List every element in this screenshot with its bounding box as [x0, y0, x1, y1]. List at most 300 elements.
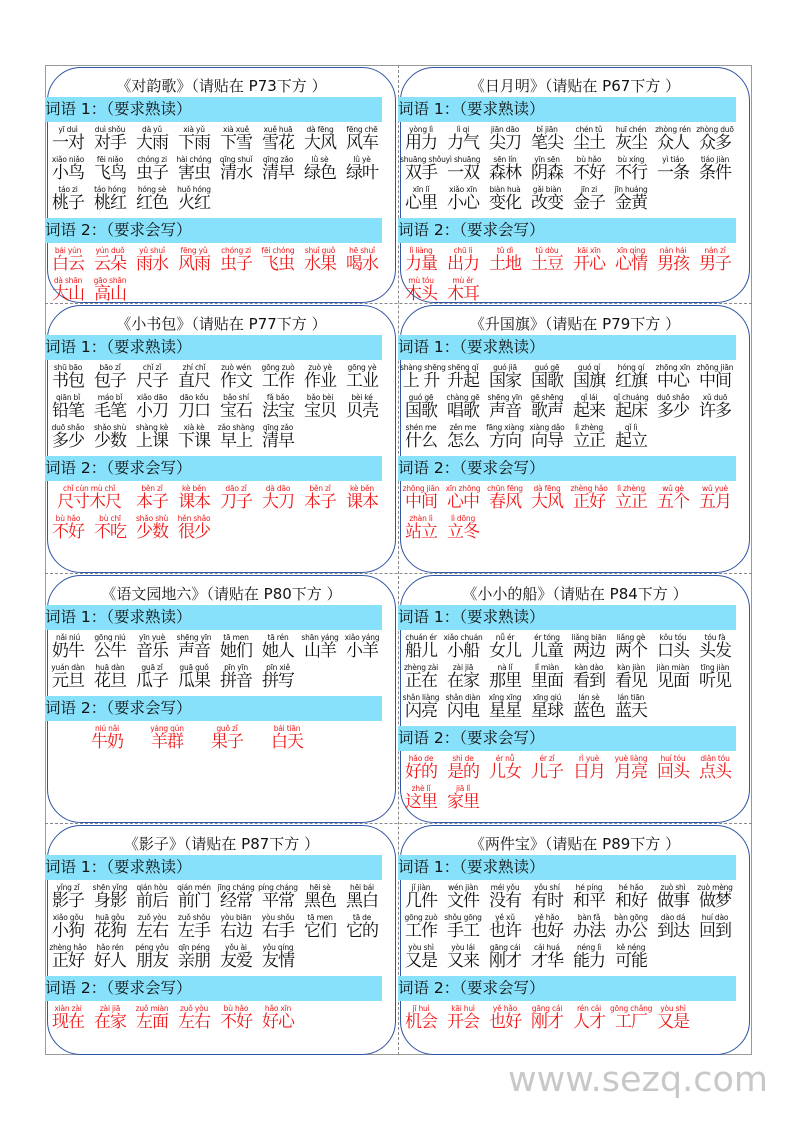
word-hanzi: 双手	[405, 163, 437, 183]
word-hanzi: 身影	[94, 891, 126, 911]
word-pinyin: shǒu gōng	[444, 913, 482, 922]
word-item	[400, 883, 442, 911]
word-pinyin: lán tiān	[617, 693, 645, 702]
word-item	[47, 276, 89, 304]
word-pinyin: hài chóng	[176, 155, 212, 164]
word-hanzi: 好心	[262, 1012, 294, 1032]
word-pinyin: zhèng zài	[403, 663, 439, 672]
word-hanzi: 国旗	[573, 371, 605, 391]
word-pinyin: dà dāo	[265, 484, 291, 493]
word-hanzi: 拼音	[220, 671, 252, 691]
word-pinyin: yīn sēn	[534, 155, 560, 164]
word-hanzi: 也好	[531, 921, 563, 941]
word-pinyin: yòu biān	[220, 913, 252, 922]
word-hanzi: 升起	[447, 371, 479, 391]
section-read-label: 词语 1：（要求熟读）	[45, 605, 382, 630]
word-pinyin: cái huá	[534, 943, 560, 952]
word-hanzi: 桃红	[94, 193, 126, 213]
word-hanzi: 清早	[262, 163, 294, 183]
word-hanzi: 作业	[304, 371, 336, 391]
word-pinyin: zài jiā	[452, 663, 474, 672]
word-hanzi: 五个	[657, 492, 689, 512]
word-item	[257, 943, 299, 971]
cut-line-horizontal	[45, 823, 752, 824]
word-item	[526, 913, 568, 941]
word-pinyin: shàng shēng	[400, 363, 446, 372]
word-item	[47, 246, 89, 274]
word-pinyin: yòu lái	[451, 943, 475, 952]
word-hanzi: 机会	[405, 1012, 437, 1032]
word-pinyin: qián mén	[177, 883, 211, 892]
word-item	[89, 185, 131, 213]
vocab-card	[47, 575, 396, 823]
word-pinyin: lì zhèng	[575, 423, 603, 432]
word-pinyin: mù tóu	[408, 276, 434, 285]
word-item	[131, 1004, 173, 1032]
word-item	[131, 943, 173, 971]
word-item	[47, 363, 89, 391]
word-pinyin: fāng xiàng	[486, 423, 524, 432]
word-hanzi: 又来	[447, 951, 479, 971]
word-item	[400, 943, 442, 971]
word-hanzi: 在家	[94, 1012, 126, 1032]
word-item	[47, 883, 89, 911]
word-item	[299, 633, 341, 661]
word-pinyin: xīn qíng	[616, 246, 646, 255]
word-hanzi: 小羊	[346, 641, 378, 661]
word-hanzi: 一条	[657, 163, 689, 183]
read-words	[47, 122, 396, 218]
word-hanzi: 音乐	[136, 641, 168, 661]
word-hanzi: 黑白	[346, 891, 378, 911]
word-pinyin: zuǒ yòu	[137, 913, 167, 922]
word-hanzi: 有时	[531, 891, 563, 911]
word-hanzi: 桃子	[52, 193, 84, 213]
word-hanzi: 蓝天	[615, 701, 647, 721]
write-words	[47, 481, 396, 547]
word-pinyin: jīn huáng	[614, 185, 648, 194]
word-pinyin: rì yuè	[578, 754, 600, 763]
word-pinyin: bèi ké	[351, 393, 373, 402]
word-hanzi: 也许	[489, 921, 521, 941]
word-item	[526, 1004, 568, 1032]
card-title: 《日月明》（请贴在 P67下方 ）	[469, 77, 681, 95]
section-write-label: 词语 2：（要求会写）	[398, 456, 736, 481]
word-pinyin: bù hǎo	[576, 155, 602, 164]
word-hanzi: 瓜子	[136, 671, 168, 691]
write-words	[47, 243, 396, 309]
word-hanzi: 儿女	[489, 762, 521, 782]
word-hanzi: 心中	[447, 492, 479, 512]
word-pinyin: hǎo de	[408, 754, 434, 763]
word-pinyin: chàng gē	[446, 393, 480, 402]
word-hanzi: 不吃	[94, 522, 126, 542]
word-pinyin: tiáo jiàn	[700, 155, 730, 164]
word-item	[442, 883, 484, 911]
word-hanzi: 贝壳	[346, 401, 378, 421]
word-item	[215, 423, 257, 451]
word-hanzi: 和平	[573, 891, 605, 911]
word-pinyin: chǐ zǐ	[142, 363, 162, 372]
word-hanzi: 瓜果	[178, 671, 210, 691]
word-pinyin: guǒ zǐ	[216, 724, 238, 733]
word-pinyin: xiàng dǎo	[529, 423, 565, 432]
word-hanzi: 它们	[304, 921, 336, 941]
word-hanzi: 不行	[615, 163, 647, 183]
word-item	[484, 363, 526, 391]
word-item	[526, 246, 568, 274]
word-hanzi: 工作	[262, 371, 294, 391]
word-item	[341, 393, 383, 421]
word-item	[568, 943, 610, 971]
section-read-label: 词语 1：（要求熟读）	[45, 97, 382, 122]
word-hanzi: 蓝色	[573, 701, 605, 721]
word-hanzi: 力气	[447, 133, 479, 153]
word-item	[442, 943, 484, 971]
word-pinyin: xià xuě	[223, 125, 249, 134]
word-item	[89, 393, 131, 421]
word-hanzi: 法宝	[262, 401, 294, 421]
word-pinyin: dào dá	[660, 913, 686, 922]
word-item	[173, 185, 215, 213]
word-item	[610, 423, 652, 451]
word-hanzi: 元旦	[52, 671, 84, 691]
word-item	[341, 484, 383, 512]
word-pinyin: gāng cái	[489, 943, 521, 952]
word-item	[652, 155, 694, 183]
word-item	[197, 724, 257, 752]
word-pinyin: hēi bái	[350, 883, 374, 892]
word-item	[610, 693, 652, 721]
word-hanzi: 正好	[52, 951, 84, 971]
word-hanzi: 大雨	[136, 133, 168, 153]
word-hanzi: 金子	[573, 193, 605, 213]
word-item	[652, 633, 694, 661]
word-item	[442, 155, 484, 183]
word-item	[610, 913, 652, 941]
word-item	[442, 363, 484, 391]
word-hanzi: 少数	[136, 522, 168, 542]
word-item	[257, 246, 299, 274]
word-hanzi: 作文	[220, 371, 252, 391]
word-hanzi: 也好	[489, 1012, 521, 1032]
word-pinyin: zhàn lì	[409, 514, 433, 523]
word-pinyin: guó gē	[534, 363, 560, 372]
word-pinyin: zǎo shàng	[217, 423, 255, 432]
word-pinyin: bái yún	[54, 246, 82, 255]
word-hanzi: 山羊	[304, 641, 336, 661]
word-pinyin: kāi huì	[451, 1004, 475, 1013]
word-hanzi: 上课	[136, 431, 168, 451]
word-pinyin: zhòng rén	[655, 125, 691, 134]
word-item	[484, 423, 526, 451]
word-item	[131, 363, 173, 391]
word-item	[442, 1004, 484, 1032]
word-pinyin: gē shēng	[530, 393, 564, 402]
word-item	[526, 883, 568, 911]
word-item	[400, 913, 442, 941]
word-item	[442, 913, 484, 941]
word-item	[442, 663, 484, 691]
word-pinyin: táo zi	[58, 185, 78, 194]
word-hanzi: 和好	[615, 891, 647, 911]
word-item	[568, 393, 610, 421]
word-hanzi: 又是	[657, 1012, 689, 1032]
word-item	[526, 943, 568, 971]
word-hanzi: 到达	[657, 921, 689, 941]
word-hanzi: 口头	[657, 641, 689, 661]
word-hanzi: 能力	[573, 951, 605, 971]
word-pinyin: guā guǒ	[179, 663, 209, 672]
word-item	[526, 663, 568, 691]
word-pinyin: chóng zi	[221, 246, 251, 255]
word-item	[173, 155, 215, 183]
word-hanzi: 出力	[447, 254, 479, 274]
word-item	[610, 633, 652, 661]
word-pinyin: hǎo xīn	[264, 1004, 292, 1013]
word-item	[215, 883, 257, 911]
word-pinyin: gōng niú	[94, 633, 126, 642]
word-item	[610, 155, 652, 183]
card-title: 《小书包》（请贴在 P77下方 ）	[116, 315, 327, 333]
word-pinyin: jīn zi	[580, 185, 598, 194]
word-pinyin: hǎo rén	[96, 943, 124, 952]
word-pinyin: dāo kǒu	[179, 393, 209, 402]
word-hanzi: 多少	[52, 431, 84, 451]
word-hanzi: 课本	[178, 492, 210, 512]
word-hanzi: 红旗	[615, 371, 647, 391]
word-pinyin: nán zǐ	[704, 246, 726, 255]
word-item	[299, 484, 341, 512]
word-pinyin: gāo shān	[93, 276, 127, 285]
word-hanzi: 做梦	[699, 891, 731, 911]
word-item	[215, 155, 257, 183]
word-pinyin: yòu shì	[660, 1004, 686, 1013]
word-hanzi: 中间	[405, 492, 437, 512]
word-hanzi: 大刀	[262, 492, 294, 512]
word-hanzi: 土地	[489, 254, 521, 274]
word-item	[47, 185, 89, 213]
word-pinyin: tǔ dì	[497, 246, 513, 255]
word-hanzi: 刀口	[178, 401, 210, 421]
word-item	[568, 633, 610, 661]
word-item	[299, 155, 341, 183]
word-item	[47, 1004, 89, 1032]
word-hanzi: 看到	[573, 671, 605, 691]
word-hanzi: 红色	[136, 193, 168, 213]
word-pinyin: fēng yǔ	[180, 246, 208, 255]
word-item	[484, 155, 526, 183]
word-pinyin: ér zǐ	[539, 754, 555, 763]
word-item	[215, 363, 257, 391]
word-item	[652, 484, 694, 512]
word-hanzi: 下课	[178, 431, 210, 451]
word-hanzi: 两个	[615, 641, 647, 661]
word-hanzi: 经常	[220, 891, 252, 911]
word-hanzi: 绿叶	[346, 163, 378, 183]
word-pinyin: shēng qǐ	[447, 363, 479, 372]
word-item	[442, 246, 484, 274]
word-hanzi: 国家	[489, 371, 521, 391]
word-item	[47, 423, 89, 451]
word-pinyin: wén jiàn	[448, 883, 478, 892]
word-pinyin: wǔ yuè	[702, 484, 728, 493]
word-pinyin: yě hǎo	[534, 913, 560, 922]
word-hanzi: 刚才	[531, 1012, 563, 1032]
word-item	[341, 913, 383, 941]
word-item	[568, 363, 610, 391]
word-item	[442, 784, 484, 812]
word-item	[442, 276, 484, 304]
word-pinyin: tā de	[352, 913, 372, 922]
word-hanzi: 少数	[94, 431, 126, 451]
word-hanzi: 右边	[220, 921, 252, 941]
word-item	[257, 423, 299, 451]
word-item	[652, 663, 694, 691]
word-item	[652, 393, 694, 421]
word-pinyin: ér tóng	[534, 633, 560, 642]
word-item	[484, 693, 526, 721]
read-words	[47, 360, 396, 456]
word-item	[173, 423, 215, 451]
word-hanzi: 现在	[52, 1012, 84, 1032]
word-hanzi: 点头	[699, 762, 731, 782]
word-pinyin: bù xíng	[617, 155, 645, 164]
word-hanzi: 雪花	[262, 133, 294, 153]
word-hanzi: 前后	[136, 891, 168, 911]
word-hanzi: 她们	[220, 641, 252, 661]
word-hanzi: 见面	[657, 671, 689, 691]
word-hanzi: 公牛	[94, 641, 126, 661]
word-item	[484, 663, 526, 691]
word-item	[400, 1004, 442, 1032]
word-hanzi: 右手	[262, 921, 294, 941]
word-item	[568, 155, 610, 183]
word-item	[341, 246, 383, 274]
word-pinyin: zuǒ yòu	[179, 1004, 209, 1013]
word-pinyin: shǎn liàng	[402, 693, 440, 702]
word-hanzi: 雨水	[136, 254, 168, 274]
word-hanzi: 前门	[178, 891, 210, 911]
card-title: 《影子》（请贴在 P87下方 ）	[123, 835, 320, 853]
section-read-label: 词语 1：（要求熟读）	[398, 855, 736, 880]
word-item	[568, 423, 610, 451]
word-pinyin: kě néng	[616, 943, 646, 952]
word-item	[131, 155, 173, 183]
word-hanzi: 大风	[304, 133, 336, 153]
word-item	[299, 246, 341, 274]
word-hanzi: 友情	[262, 951, 294, 971]
word-pinyin: huí tóu	[660, 754, 686, 763]
word-pinyin: yǒu ài	[225, 943, 247, 952]
word-hanzi: 又是	[405, 951, 437, 971]
word-hanzi: 正好	[573, 492, 605, 512]
word-pinyin: xiǎo xīn	[449, 185, 477, 194]
word-pinyin: kǒu tóu	[659, 633, 687, 642]
word-pinyin: yì tiáo	[662, 155, 684, 164]
word-pinyin: wǔ gè	[662, 484, 684, 493]
word-pinyin: qǐ lái	[580, 393, 598, 402]
word-pinyin: xīn lǐ	[412, 185, 430, 194]
write-words	[400, 751, 750, 817]
word-item	[299, 913, 341, 941]
word-item	[610, 393, 652, 421]
word-pinyin: chén tǔ	[575, 125, 603, 134]
word-hanzi: 不好	[220, 1012, 252, 1032]
word-pinyin: fēi niǎo	[96, 155, 124, 164]
word-hanzi: 正在	[405, 671, 437, 691]
word-hanzi: 变化	[489, 193, 521, 213]
word-hanzi: 日月	[573, 762, 605, 782]
word-hanzi: 课本	[346, 492, 378, 512]
word-hanzi: 立冬	[447, 522, 479, 542]
vocab-card	[47, 67, 396, 303]
word-item	[526, 693, 568, 721]
word-hanzi: 土豆	[531, 254, 563, 274]
word-pinyin: tīng jiàn	[700, 663, 730, 672]
word-item	[442, 393, 484, 421]
word-item	[652, 883, 694, 911]
word-item	[400, 663, 442, 691]
word-pinyin: huā gǒu	[95, 913, 125, 922]
cut-line-horizontal	[45, 573, 752, 574]
word-pinyin: kāi xīn	[577, 246, 601, 255]
word-hanzi: 几件	[405, 891, 437, 911]
word-pinyin: běn zǐ	[309, 484, 331, 493]
word-hanzi: 闪电	[447, 701, 479, 721]
word-item	[215, 633, 257, 661]
word-pinyin: dà fēng	[533, 484, 561, 493]
word-pinyin: jīng cháng	[217, 883, 255, 892]
word-item	[131, 246, 173, 274]
word-item	[568, 125, 610, 153]
word-pinyin: zuò shì	[660, 883, 686, 892]
word-pinyin: zài jiā	[99, 1004, 121, 1013]
word-item	[215, 125, 257, 153]
word-hanzi: 影子	[52, 891, 84, 911]
word-pinyin: guā zǐ	[141, 663, 163, 672]
word-item	[341, 883, 383, 911]
word-hanzi: 做事	[657, 891, 689, 911]
word-hanzi: 女儿	[489, 641, 521, 661]
word-hanzi: 歌声	[531, 401, 563, 421]
word-item	[89, 943, 131, 971]
word-pinyin: gǎi biàn	[532, 185, 562, 194]
word-pinyin: zhèng hǎo	[49, 943, 87, 952]
word-item	[173, 393, 215, 421]
word-pinyin: tā men	[223, 633, 249, 642]
word-pinyin: kè běn	[349, 484, 374, 493]
word-item	[173, 514, 215, 542]
word-hanzi: 开心	[573, 254, 605, 274]
word-hanzi: 工业	[346, 371, 378, 391]
word-item	[257, 393, 299, 421]
word-pinyin: huǒ hóng	[177, 185, 211, 194]
word-hanzi: 人才	[573, 1012, 605, 1032]
word-item	[694, 633, 736, 661]
word-pinyin: shuǐ guǒ	[304, 246, 336, 255]
word-item	[341, 155, 383, 183]
word-pinyin: zuò mèng	[697, 883, 733, 892]
vocab-card	[47, 825, 396, 1055]
word-item	[89, 883, 131, 911]
word-item	[173, 943, 215, 971]
read-words	[400, 360, 750, 456]
word-item	[568, 913, 610, 941]
word-pinyin: xiǎo yáng	[344, 633, 380, 642]
word-item	[568, 754, 610, 782]
word-hanzi: 奶牛	[52, 641, 84, 661]
